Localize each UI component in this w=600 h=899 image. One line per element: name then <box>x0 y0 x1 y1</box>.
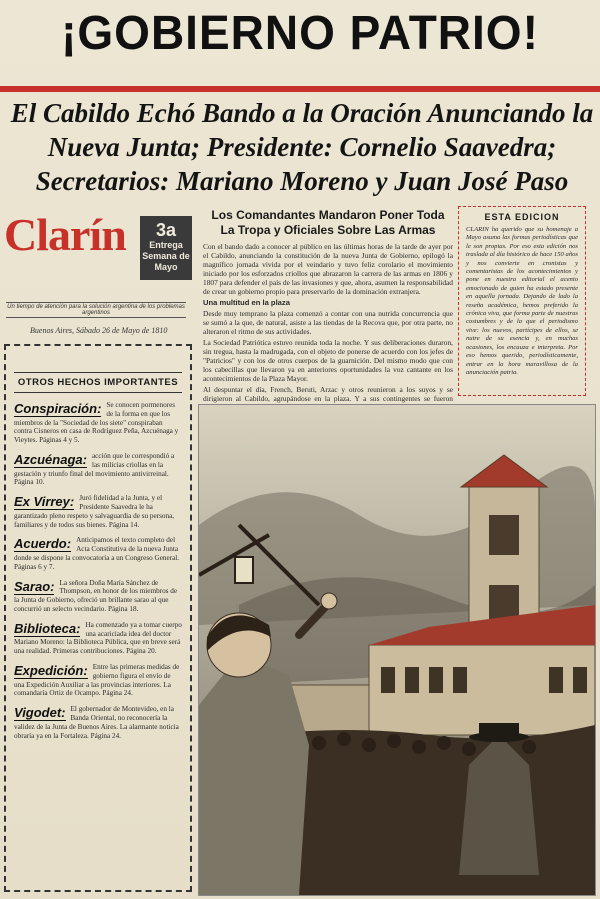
hecho-key: Azcuénaga: <box>14 451 87 467</box>
main-article-title: Los Comandantes Mandaron Poner Toda La Tropa y Oficiales Sobre Las Armas <box>211 208 445 237</box>
hecho-item <box>14 663 182 698</box>
cabildo-illustration <box>198 404 596 896</box>
article-paragraph: Con el bando dado a conocer al público en las últimas horas de la tarde de ayer por el Cabildo, anunciando la constitución de la nueva Junta de Gobierno, epilogó la magnífico jornada vivida por el veindario y tuvo feliz corolario el movimiento iniciado por los esforzados criollos que abrazaron la carrera de las armas en 1806 y 1807 para defender el país de las invasiones y que, ahora, asumen la responsabilidad de crear un gobierno propio para preservarlo de la dominación extranjera. <box>203 242 453 296</box>
dateline: Buenos Aires, Sábado 26 de Mayo de 1810 <box>30 326 168 335</box>
otros-hechos-sidebar <box>4 344 192 892</box>
hecho-text: Ha comenzado ya a tomar cuerpo una acariciada idea del doctor Mariano Moreno: la Biblioteca Pública, que en breve será una realidad. Primeras contribuciones. Página 20. <box>14 620 182 656</box>
clarin-logo: Clarín <box>4 209 126 260</box>
esta-edicion-box <box>458 206 586 396</box>
article-subhead: Una multitud en la plaza <box>203 298 290 307</box>
hecho-text: acción que le correspondió a las milicias criollas en la gestación y triunfo final del movimiento antivirreinal. Página 10. <box>14 451 175 487</box>
red-rule <box>0 86 600 92</box>
hecho-key: Acuerdo: <box>14 536 72 552</box>
hecho-item <box>14 452 182 487</box>
hecho-key: Conspiración: <box>14 401 102 416</box>
article-paragraph: La Sociedad Patriótica estuvo reunida toda la noche. Y sus deliberaciones duraron, sin tregua, hasta la madrugada, con el objeto de ponerse de acuerdo con los jefes de "Patricios" y con los de otros cuerpos de la guarnición. Del mismo modo que con los cabecillas que llevaron ya en anteriores oportunidades la voz cantante en los acontecimientos de la Plaza Mayor. <box>203 338 453 383</box>
hecho-item <box>14 621 182 656</box>
hecho-key: Sarao: <box>14 578 55 594</box>
hecho-text: Entre las primeras medidas de gobierno figura el envío de una Expedición Auxiliar a las provincias interiores. La comandaría Ortiz de Ocampo. Página 24. <box>14 662 180 698</box>
hecho-item <box>14 401 182 445</box>
illustration-drawing <box>199 405 595 895</box>
otros-hechos-title: OTROS HECHOS IMPORTANTES <box>14 372 182 393</box>
hecho-item <box>14 705 182 740</box>
subheadline: El Cabildo Echó Bando a la Oración Anunciando la Nueva Junta; Presidente: Cornelio Saavedra; Secretarios: Mariano Moreno y Juan José Paso <box>10 98 594 196</box>
entrega-text: Entrega Semana de Mayo <box>142 240 190 272</box>
hecho-text: La señora Doña María Sánchez de Thompson, en honor de los miembros de la Junta de Gobierno, ofreció un brillante sarao al que concurrió un selecto vecindario. Página 18. <box>14 578 178 613</box>
hecho-key: Ex Virrey: <box>14 494 75 510</box>
main-article <box>203 242 453 425</box>
entrega-badge <box>140 216 192 280</box>
hecho-text: Anticipamos el texto completo del Acta Constitutiva de la nueva Junta donde se dispone la convocatoria a un Congreso General. Páginas 6 y 7. <box>14 536 180 571</box>
hecho-key: Vigodet: <box>14 705 66 721</box>
edicion-title: ESTA EDICION <box>484 212 560 222</box>
headline: ¡GOBIERNO PATRIO! <box>61 4 539 60</box>
hecho-text: El gobernador de Montevideo, en la Banda Oriental, no reconocería la validez de la Junta de Buenos Aires. La alarmante noticia obraría ya en la Fortaleza. Página 24. <box>14 705 179 740</box>
edicion-body: CLARIN ha querido que su homenaje a Mayo asuma las formas periodísticas que le son propias. Por eso esta edición nos traslada al día histórico de hace 150 años y nos convierte en cronistas y comentaristas de los acontecimientos y pone en nuestra editorial el acento emocionado de quien ha estado presente en aquella jornada. Dejando de lado la reseña académica, hemos preferido la crónica viva, que forma parte de nuestras costumbres y de la que el periodismo vive: los nuevos, partícipes de ellos, se nutre de su esencia y, en muchas ocasiones, los encauza e interpreta. Por eso hemos querido, periodísticamente, entrar en la hora maravillosa de la anunciación patria. <box>466 226 578 376</box>
hecho-key: Expedición: <box>14 662 88 678</box>
article-paragraph: Al despuntar el día, French, Beruti, Arzac y otros reunieron a los suyos y se dirigieron al Cabildo, agrupándose en la plaza. Y a sus contingentes se fueron <box>203 385 453 403</box>
article-paragraph: Desde muy temprano la plaza comenzó a contar con una nutrida concurrencia que se sumó a la que, de natural, asiste a las tiendas de la Recova que, por otra parte, no alteraron el ritmo de sus actividades. <box>203 309 453 336</box>
hecho-text: Se conocen pormenores de la forma en que los miembros de la "Sociedad de los siete" conspiraban contra Cisneros en casa de Rodríguez Peña, Azcuénaga y Vieytes. Páginas 4 y 5. <box>14 401 179 445</box>
hecho-key: Biblioteca: <box>14 620 81 636</box>
hecho-item <box>14 536 182 571</box>
tagline: Un tiempo de atención para la solución argentina de los problemas argentinos <box>7 304 185 316</box>
hecho-item <box>14 494 182 529</box>
entrega-number: 3a <box>155 220 177 240</box>
hecho-text: Juró fidelidad a la Junta, y el Presidente Saavedra le ha garantizado pleno respeto y salvaguardia de su persona, familiares y de todos sus bienes. Página 14. <box>14 494 175 529</box>
hecho-item <box>14 579 182 614</box>
